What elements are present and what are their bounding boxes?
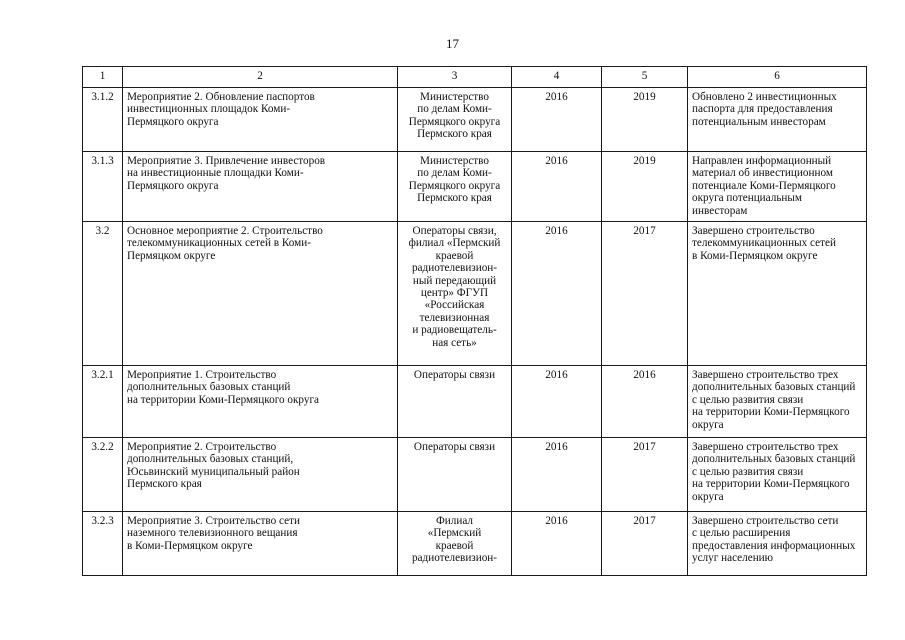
- header-col-2: 2: [123, 67, 398, 88]
- activity-name-text: Мероприятие 1. Строительство дополнительных базовых станций на территории Коми-Пермяцкого округа: [127, 369, 320, 406]
- expected-result-text: Обновлено 2 инвестиционных паспорта для предоставления потенциальным инвесторам: [692, 91, 837, 128]
- executor-text: Министерство по делам Коми- Пермяцкого округа Пермского края: [408, 155, 501, 205]
- end-year: 2017: [602, 512, 688, 576]
- activities-table: [82, 66, 867, 576]
- table-row: [83, 512, 867, 576]
- expected-result: [688, 222, 867, 366]
- table-row: [83, 88, 867, 152]
- row-number: 3.1.3: [83, 152, 123, 222]
- table-row: [83, 438, 867, 512]
- executor-text: Филиал «Пермский краевой радиотелевизион-: [411, 515, 498, 565]
- expected-result-text: Завершено строительство телекоммуникационных сетей в Коми-Пермяцком округе: [692, 225, 836, 262]
- expected-result: [688, 512, 867, 576]
- expected-result-text: Завершено строительство трех дополнительных базовых станций с целью развития связи на территории Коми-Пермяцкого округа: [692, 441, 856, 503]
- activity-name: [123, 366, 398, 438]
- end-year: 2019: [602, 152, 688, 222]
- end-year: 2017: [602, 222, 688, 366]
- expected-result: [688, 438, 867, 512]
- expected-result: [688, 88, 867, 152]
- table-row: [83, 366, 867, 438]
- expected-result-text: Направлен информационный материал об инвестиционном потенциале Коми-Пермяцкого округа потенциальным инвесторам: [692, 155, 836, 217]
- row-number: 3.2.3: [83, 512, 123, 576]
- header-col-5: 5: [602, 67, 688, 88]
- start-year: 2016: [512, 152, 602, 222]
- header-col-1: 1: [83, 67, 123, 88]
- start-year: 2016: [512, 438, 602, 512]
- activity-name-text: Мероприятие 2. Обновление паспортов инвестиционных площадок Коми- Пермяцкого округа: [127, 91, 315, 128]
- expected-result: [688, 366, 867, 438]
- executor-text: Операторы связи, филиал «Пермский краевой радиотелевизион- ный передающий центр» ФГУП «Российская телевизионная и радиовещатель- ная сеть»: [408, 225, 501, 349]
- executor: [398, 88, 512, 152]
- row-number: 3.2.1: [83, 366, 123, 438]
- activity-name: [123, 438, 398, 512]
- expected-result-text: Завершено строительство трех дополнительных базовых станций с целью развития связи на территории Коми-Пермяцкого округа: [692, 369, 856, 431]
- start-year: 2016: [512, 222, 602, 366]
- header-col-3: 3: [398, 67, 512, 88]
- end-year: 2019: [602, 88, 688, 152]
- expected-result-text: Завершено строительство сети с целью расширения предоставления информационных услуг населению: [692, 515, 856, 565]
- executor-text: Операторы связи: [413, 441, 496, 454]
- executor: [398, 438, 512, 512]
- header-col-4: 4: [512, 67, 602, 88]
- executor-text: Операторы связи: [413, 369, 496, 382]
- activity-name-text: Мероприятие 2. Строительство дополнительных базовых станций, Юсьвинский муниципальный район Пермского края: [127, 441, 300, 491]
- executor: [398, 366, 512, 438]
- page-number: 17: [446, 36, 459, 51]
- executor: [398, 512, 512, 576]
- start-year: 2016: [512, 366, 602, 438]
- activity-name: [123, 152, 398, 222]
- executor: [398, 222, 512, 366]
- activity-name-text: Мероприятие 3. Привлечение инвесторов на инвестиционные площадки Коми- Пермяцкого округа: [127, 155, 326, 192]
- table-row: [83, 222, 867, 366]
- activity-name-text: Основное мероприятие 2. Строительство телекоммуникационных сетей в Коми- Пермяцком округе: [127, 225, 323, 262]
- row-number: 3.1.2: [83, 88, 123, 152]
- start-year: 2016: [512, 512, 602, 576]
- end-year: 2016: [602, 366, 688, 438]
- expected-result: [688, 152, 867, 222]
- activity-name: [123, 512, 398, 576]
- executor: [398, 152, 512, 222]
- row-number: 3.2.2: [83, 438, 123, 512]
- executor-text: Министерство по делам Коми- Пермяцкого округа Пермского края: [408, 91, 501, 141]
- table-header-row: [83, 67, 867, 88]
- table-row: [83, 152, 867, 222]
- activity-name: [123, 222, 398, 366]
- start-year: 2016: [512, 88, 602, 152]
- header-col-6: 6: [688, 67, 867, 88]
- activity-name: [123, 88, 398, 152]
- end-year: 2017: [602, 438, 688, 512]
- activity-name-text: Мероприятие 3. Строительство сети наземного телевизионного вещания в Коми-Пермяцком округе: [127, 515, 300, 552]
- row-number: 3.2: [83, 222, 123, 366]
